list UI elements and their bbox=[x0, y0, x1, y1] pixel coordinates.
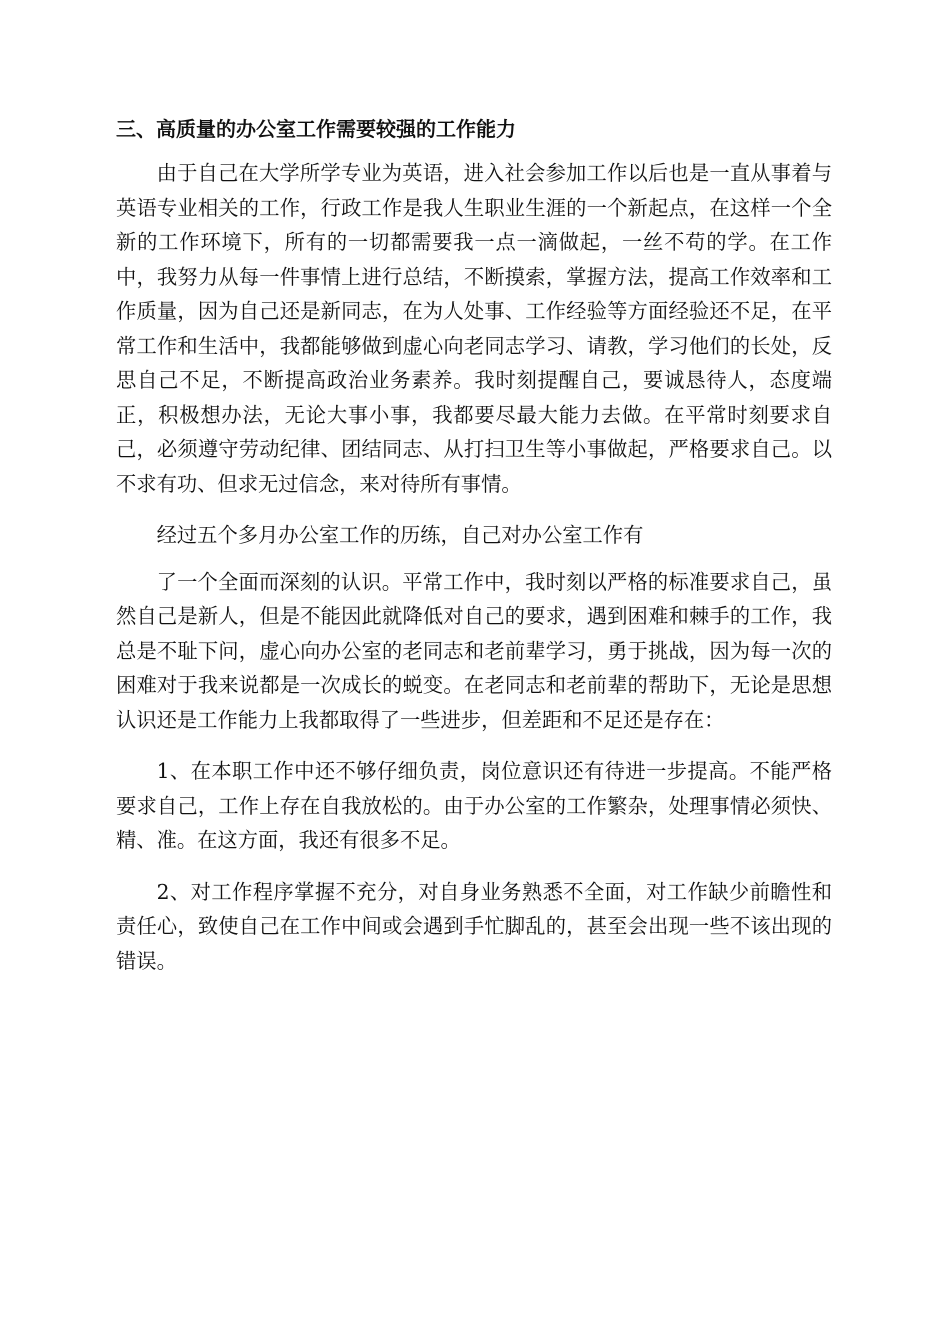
list-item-shortcoming-2: 2、对工作程序掌握不充分，对自身业务熟悉不全面，对工作缺少前瞻性和责任心，致使自己在工作中间或会遇到手忙脚乱的，甚至会出现一些不该出现的错误。 bbox=[116, 879, 832, 973]
document-body bbox=[116, 112, 832, 995]
paragraph-experience-intro: 经过五个多月办公室工作的历练，自己对办公室工作有 bbox=[156, 523, 644, 547]
list-item-shortcoming-1: 1、在本职工作中还不够仔细负责，岗位意识还有待进一步提高。不能严格要求自己，工作上存在自我放松的。由于办公室的工作繁杂，处理事情必须快、精、准。在这方面，我还有很多不足。 bbox=[116, 759, 832, 852]
paragraph-work-ability: 由于自己在大学所学专业为英语，进入社会参加工作以后也是一直从事着与英语专业相关的工作，行政工作是我人生职业生涯的一个新起点，在这样一个全新的工作环境下，所有的一切都需要我一点一滴做起，一丝不苟的学。在工作中，我努力从每一件事情上进行总结，不断摸索，掌握方法，提高工作效率和工作质量，因为自己还是新同志，在为人处事、工作经验等方面经验还不足，在平常工作和生活中，我都能够做到虚心向老同志学习、请教，学习他们的长处，反思自己不足，不断提高政治业务素养。我时刻提醒自己，要诚恳待人，态度端正，积极想办法，无论大事小事，我都要尽最大能力去做。在平常时刻要求自己，必须遵守劳动纪律、团结同志、从打扫卫生等小事做起，严格要求自己。以不求有功、但求无过信念，来对待所有事情。 bbox=[116, 161, 832, 496]
section-heading: 三、高质量的办公室工作需要较强的工作能力 bbox=[116, 117, 516, 141]
paragraph-experience-detail: 了一个全面而深刻的认识。平常工作中，我时刻以严格的标准要求自己，虽然自己是新人，但是不能因此就降低对自己的要求，遇到困难和棘手的工作，我总是不耻下问，虚心向办公室的老同志和老前辈学习，勇于挑战，因为每一次的困难对于我来说都是一次成长的蜕变。在老同志和老前辈的帮助下，无论是思想认识还是工作能力上我都取得了一些进步，但差距和不足还是存在： bbox=[116, 569, 832, 732]
